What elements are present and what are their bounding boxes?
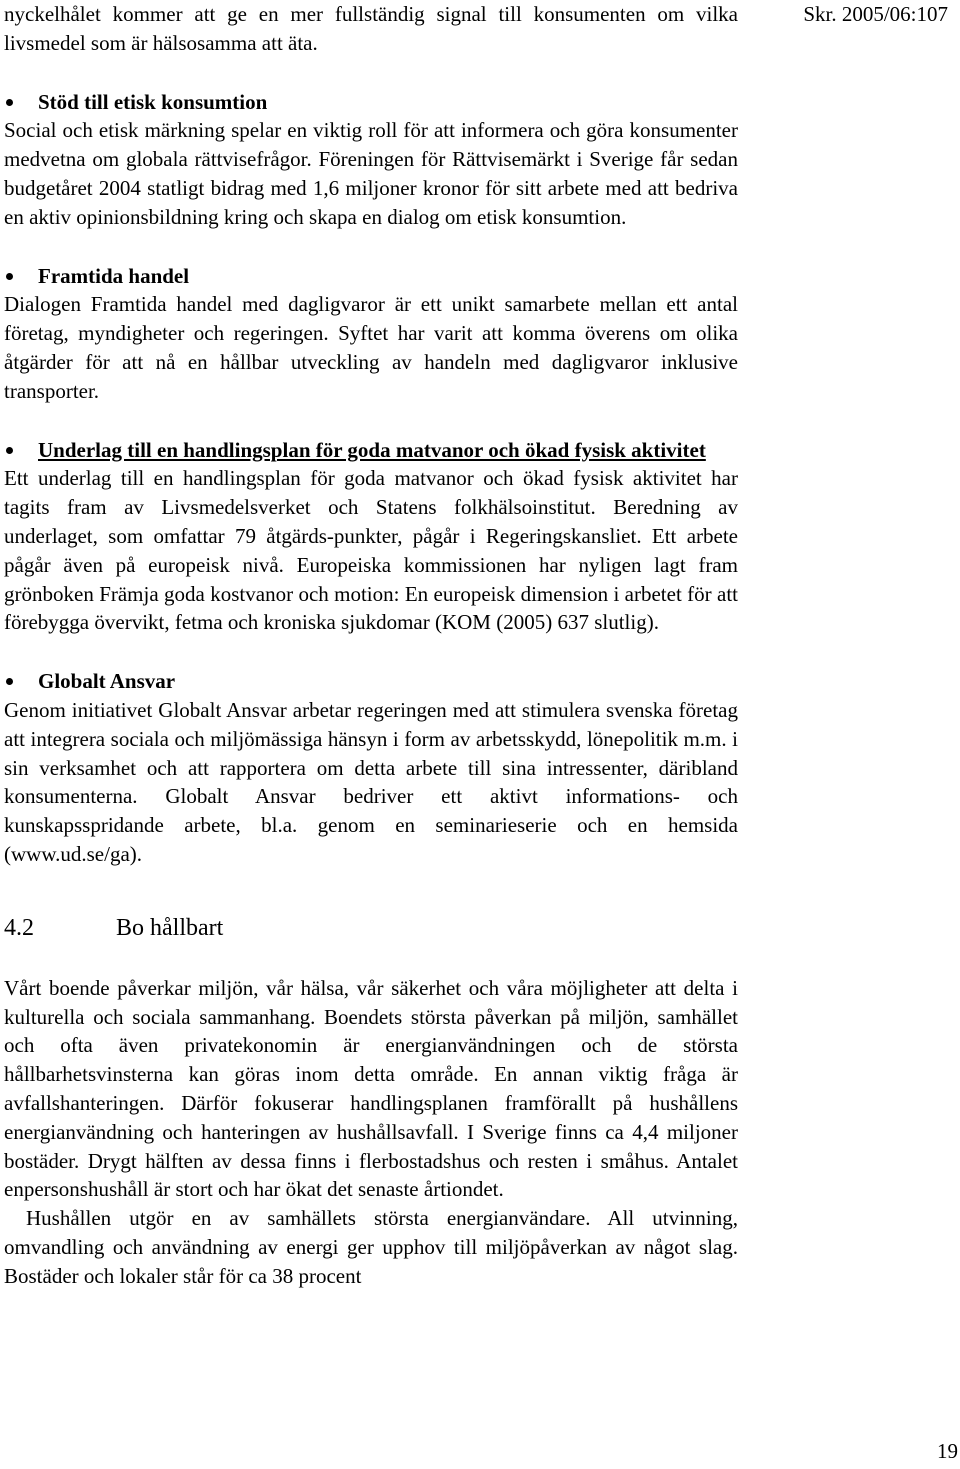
page-number: 19 — [937, 1439, 958, 1463]
bullet-item-action-plan — [4, 436, 738, 638]
section-body — [4, 974, 738, 1291]
section-paragraph: Vårt boende påverkar miljön, vår hälsa, vår säkerhet och våra möjligheter att delta i kulturella och sociala sammanhang. Boendets största påverkan på miljön, samhället och ofta även privatekonomin är energianvändningen och de största hållbarhetsvinsterna kan göras inom detta område. En annan viktig fråga är avfallshanteringen. Därför fokuserar handlingsplanen framförallt på hushållens energianvändning och hanteringen av hushållsavfall. I Sverige finns ca 4,4 miljoner bostäder. Drygt hälften av dessa finns i flerbostadshus och resten i småhus. Antalet enpersonshushåll är stort och har ökat det senaste årtiondet. — [4, 975, 738, 1202]
bullet-icon — [6, 99, 13, 106]
bullet-icon — [6, 678, 13, 685]
bullet-heading: Framtida handel — [4, 262, 738, 291]
bullet-body: Genom initiativet Globalt Ansvar arbetar regeringen med att stimulera svenska företag att integrera sociala och miljömässiga hänsyn i form av arbetsskydd, lönepolitik m.m. i sin verksamhet och att rapportera om detta arbete till sina intressenter, däribland konsumenterna. Globalt Ansvar bedriver ett aktivt informations- och kunskapsspridande arbete, bl.a. genom en seminarieserie och en hemsida (www.ud.se/ga). — [4, 697, 738, 866]
bullet-heading: Underlag till en handlingsplan för goda matvanor och ökad fysisk aktivitet — [4, 436, 738, 465]
section-paragraph: Hushållen utgör en av samhällets största energianvändare. All utvinning, omvandling och användning av energi ger upphov till miljöpåverkan av något slag. Bostäder och lokaler står för ca 38 procent — [4, 1206, 738, 1288]
bullet-item-global-responsibility — [4, 667, 738, 869]
intro-paragraph: nyckelhålet kommer att ge en mer fullständig signal till konsumenten om vilka livsmedel som är hälsosamma att äta. — [4, 2, 738, 55]
bullet-body: Dialogen Framtida handel med dagligvaror är ett unikt samarbete mellan ett antal företag, myndigheter och regeringen. Syftet har varit att komma överens om olika åtgärder för att nå en hållbar utveckling av handeln med dagligvaror inklusive transporter. — [4, 292, 738, 403]
section-heading — [4, 912, 738, 944]
bullet-icon — [6, 273, 13, 280]
document-reference: Skr. 2005/06:107 — [803, 2, 948, 26]
bullet-item-ethical-consumption — [4, 88, 738, 232]
section-number: 4.2 — [4, 914, 34, 941]
bullet-body: Ett underlag till en handlingsplan för goda matvanor och ökad fysisk aktivitet har tagits fram av Livsmedelsverket och Statens folkhälsoinstitut. Beredning av underlaget, som omfattar 79 åtgärds-punkter, pågår i Regeringskansliet. Ett arbete pågår även på europeisk nivå. Europeiska kommissionen har nyligen lagt fram grönboken Främja goda kostvanor och motion: En europeisk dimension i arbetet för att förebygga övervikt, fetma och kroniska sjukdomar (KOM (2005) 637 slutlig). — [4, 466, 738, 635]
bullet-heading: Globalt Ansvar — [4, 667, 738, 696]
bullet-heading: Stöd till etisk konsumtion — [4, 88, 738, 117]
bullet-icon — [6, 447, 13, 454]
bullet-item-future-trade — [4, 262, 738, 406]
page-body — [4, 0, 738, 1290]
section-title: Bo hållbart — [116, 914, 224, 941]
bullet-body: Social och etisk märkning spelar en viktig roll för att informera och göra konsumenter medvetna om globala rättvisefrågor. Föreningen för Rättvisemärkt i Sverige får sedan budgetåret 2004 statligt bidrag med 1,6 miljoner kronor för sitt arbete med att bedriva en aktiv opinionsbildning kring och skapa en dialog om etisk konsumtion. — [4, 118, 738, 229]
